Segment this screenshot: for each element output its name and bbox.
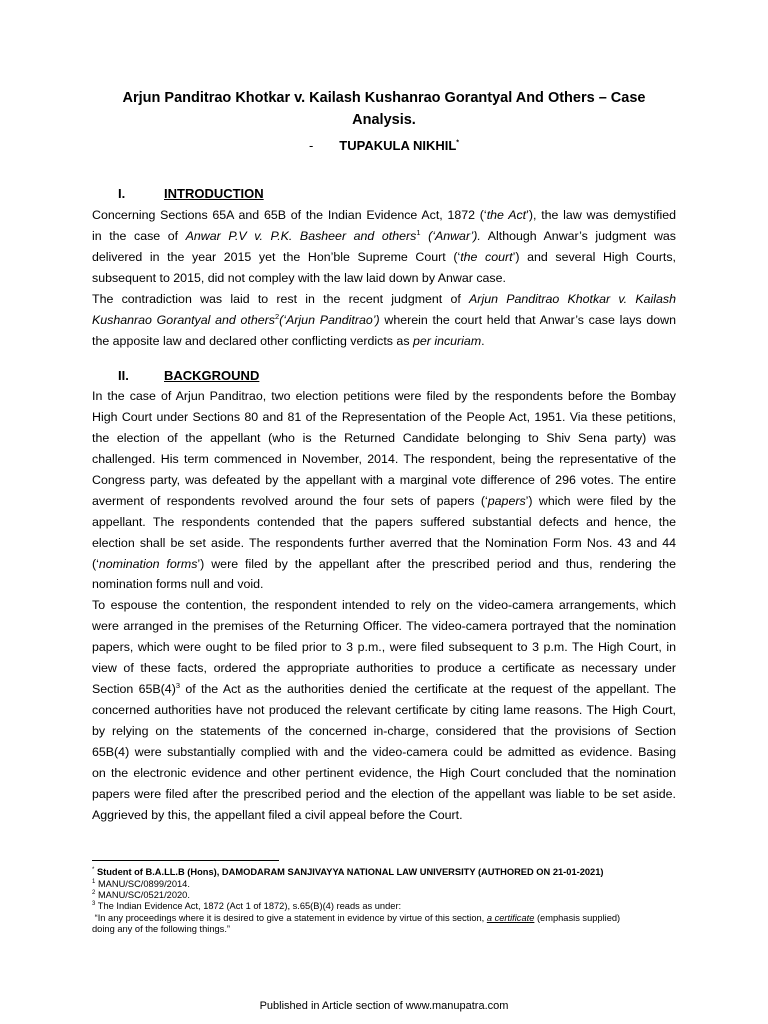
text-line: by relying on the statements of the concerned in-charge, considered that the provisions of Section	[92, 724, 676, 738]
background-paragraph	[92, 386, 676, 826]
text-line: In the case of Arjun Panditrao, two election petitions were filed by the respondents before the Bombay	[92, 389, 676, 403]
text-line: were arranged in the premises of the Returning Officer. The video-camera portrayed that the nomination	[92, 619, 676, 634]
section-number: I.	[118, 186, 126, 201]
footnote-1: $^1$ MANU/SC/0899/2014.	[92, 878, 190, 889]
text-line: appellant. The respondents contended that the papers suffered substantial defects and hence, the	[92, 514, 676, 529]
text-line: election shall be set aside. The respondents further averred that the Nomination Form Nos. 43 and 44	[92, 535, 676, 550]
text-line: the apposite law and declared other conflicting verdicts as per incuriam.	[92, 333, 485, 348]
footnote-ref: 3	[175, 681, 181, 690]
text-line: The contradiction was laid to rest in the recent judgment of Arjun Panditrao Khotkar v. Kailash	[92, 291, 676, 306]
text-line: delivered in the year 2015 yet the Hon’ble Supreme Court (‘the court’) and several High Courts,	[92, 249, 676, 264]
footnote-2: $^2$ MANU/SC/0521/2020.	[92, 889, 190, 900]
footnote-divider	[92, 860, 279, 861]
section-heading-introduction	[118, 185, 264, 203]
text-line: concerned authorities have not produced the relevant certificate by citing lame reasons. The High Court,	[92, 703, 676, 718]
text-line: view of these facts, ordered the appropriate authorities to produce a certificate as necessary under	[92, 661, 676, 676]
text-line: on the electronic evidence and other pertinent evidence, the High Court concluded that the nomination	[92, 765, 676, 780]
section-heading-background	[118, 367, 259, 385]
footnote-ref: 1	[416, 227, 421, 237]
author-footnote-mark: *	[456, 139, 460, 147]
text-line: challenged. His term commenced in November, 2014. The respondent, being the representative of the	[92, 451, 676, 466]
text-line: (‘nomination forms’) were filed by the appellant after the prescribed period and thus, rendering the	[92, 556, 676, 571]
footnote-mark: 3	[92, 900, 96, 907]
footnote-3-quote: “In any proceedings where it is desired to give a statement in evidence by virtue of this section, a certificate (emphasis supplied)	[94, 913, 621, 923]
text-line: High Court under Sections 80 and 81 of the Representation of the People Act, 1951. Via these petitions,	[92, 409, 676, 424]
text-line: 65B(4) were substantially complied with and the video-camera could be admitted as evidence. Basing	[92, 744, 676, 759]
title-line-1: Arjun Panditrao Khotkar v. Kailash Kushanrao Gorantyal And Others – Case	[122, 90, 646, 106]
section-number: II.	[118, 368, 129, 383]
article-title	[92, 87, 676, 131]
text-line: in the case of Anwar P.V v. P.K. Basheer and others$^1$ (‘Anwar’). Although Anwar’s judgment was	[92, 227, 676, 243]
footnote-author: * Student of B.A.LL.B (Hons), DAMODARAM SANJIVAYYA NATIONAL LAW UNIVERSITY (AUTHORED ON 21-01-2021)	[92, 866, 604, 877]
introduction-paragraph	[92, 205, 676, 352]
text-line: Congress party, was defeated by the appellant with a marginal vote difference of 296 votes. The entire	[92, 472, 676, 487]
footnote-mark: 2	[92, 889, 96, 896]
footnote-3-quote-end: doing any of the following things.”	[92, 924, 230, 934]
text-line: To espouse the contention, the respondent intended to rely on the video-camera arrangements, which	[92, 598, 676, 613]
footnote-ref: 2	[274, 311, 280, 321]
text-line: papers were filed after the prescribed period and the election of the appellant was liable to be set aside.	[92, 786, 676, 801]
text-line: Concerning Sections 65A and 65B of the Indian Evidence Act, 1872 (‘the Act’), the law was demystified	[92, 208, 676, 222]
author-name: TUPAKULA NIKHIL	[339, 138, 457, 153]
author-line	[0, 137, 768, 155]
text-line: subsequent to 2015, did not compley with the law laid down by Anwar case.	[92, 270, 506, 285]
section-label: BACKGROUND	[164, 368, 260, 383]
author-dash: -	[308, 138, 314, 153]
text-line: the election of the appellant (who is the Returned Candidate belonging to Shiv Sena party) was	[92, 430, 676, 445]
text-line: averment of respondents revolved around the four sets of papers (‘papers’) which were filed by the	[92, 493, 676, 508]
section-label: INTRODUCTION	[164, 186, 264, 201]
footnote-mark: *	[92, 866, 95, 873]
text-line: papers, which were ought to be filed prior to 3 p.m., were filed subsequent to 3 p.m. The High Court, in	[92, 640, 676, 655]
text-line: nomination forms null and void.	[92, 577, 264, 592]
page-footer: Published in Article section of www.manupatra.com	[259, 1000, 509, 1012]
text-line: Aggrieved by this, the appellant filed a civil appeal before the Court.	[92, 807, 463, 822]
footnote-3: $^3$ The Indian Evidence Act, 1872 (Act 1 of 1872), s.65(B)(4) reads as under:	[92, 900, 402, 911]
text-line: Section $65B(4)^3$ of the Act as the authorities denied the certificate at the request of the appellant. The	[92, 681, 676, 697]
text-line: Kushanrao Gorantyal and others$^2$(‘Arjun Panditrao’) wherein the court held that Anwar’s case lays down	[92, 311, 676, 327]
footnote-mark: 1	[92, 878, 96, 885]
title-line-2: Analysis.	[352, 112, 416, 128]
